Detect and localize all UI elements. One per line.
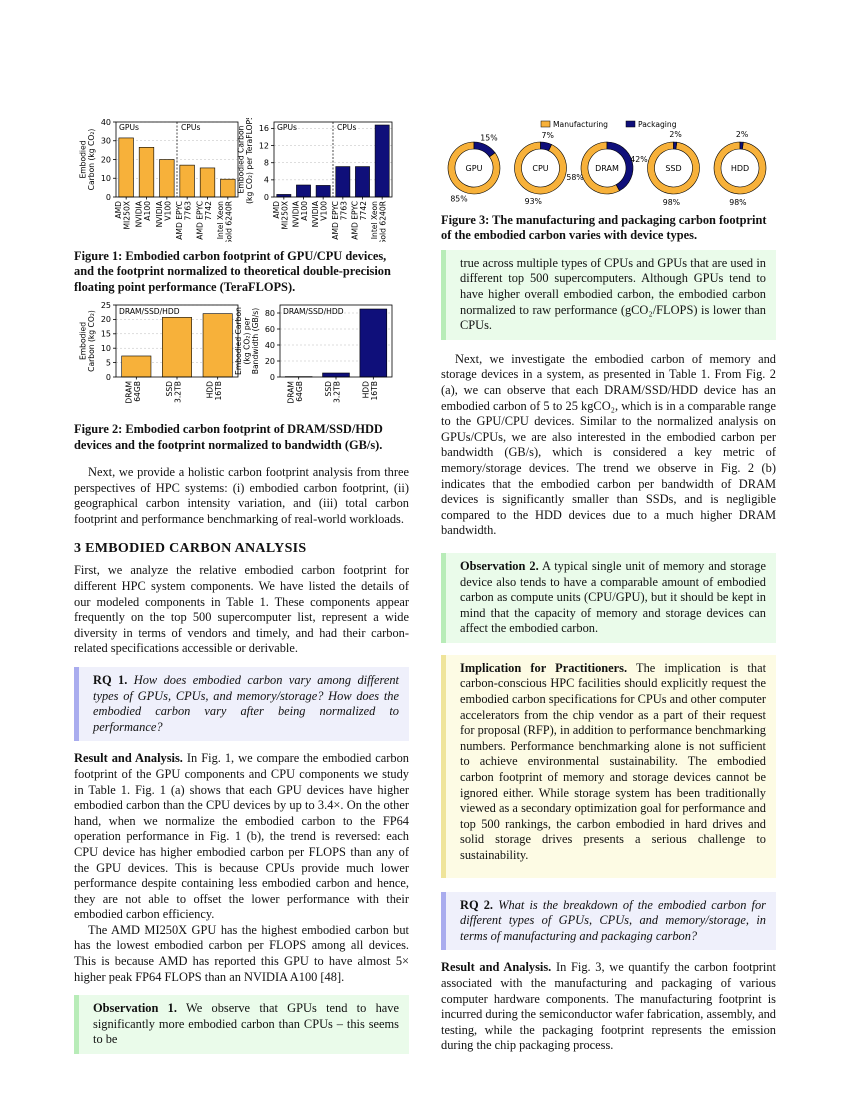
y-tick-label: 30 bbox=[100, 136, 111, 146]
legend-swatch-packaging bbox=[626, 121, 635, 127]
bar bbox=[162, 318, 191, 378]
result-analysis-2-label: Result and Analysis. bbox=[441, 960, 552, 975]
bar bbox=[360, 309, 387, 377]
y-tick-label: 40 bbox=[264, 341, 275, 351]
x-tick-label: 7742 bbox=[204, 201, 213, 221]
x-tick-label: Gold 6240R bbox=[224, 201, 234, 242]
legend-label-packaging: Packaging bbox=[638, 120, 677, 129]
observation-2-box bbox=[441, 553, 776, 643]
x-tick-label: 3.2TB bbox=[332, 381, 342, 404]
group-label-cpu: CPUs bbox=[337, 123, 357, 132]
bar bbox=[139, 147, 154, 197]
intro-paragraph: Next, we provide a holistic carbon footprint analysis from three perspectives of HPC systems: (i) embodied carbon footprint, (ii) geographical carbon intensity variation, and (iii) total carbon footprint and performance benchmarking of real-world workloads. bbox=[74, 465, 409, 526]
x-tick-label: Intel Xeon bbox=[370, 201, 380, 240]
donut-packaging-pct: 2% bbox=[669, 130, 682, 140]
x-tick-label: AMD bbox=[114, 201, 124, 219]
y-axis-label: Embodied bbox=[78, 140, 88, 179]
right-column bbox=[441, 118, 776, 1054]
donut-cpu bbox=[515, 131, 567, 206]
y-tick-label: 12 bbox=[258, 141, 269, 151]
donut-center-label: HDD bbox=[730, 164, 750, 173]
donut-slice-packaging bbox=[674, 142, 677, 149]
observation-2-text: A typical single unit of memory and storage device also tends to have a comparable amount of embodied carbon as compute units (CPU/GPU), but it should be kept in mind that the capacity of memory and storage devices can affect the embodied carbon. bbox=[460, 558, 766, 636]
donut-slice-packaging bbox=[740, 142, 743, 149]
x-tick-label: AMD EPYC bbox=[175, 201, 185, 240]
figure-1 bbox=[74, 118, 409, 242]
result-analysis-2-text: In Fig. 3, we quantify the carbon footprint associated with the manufacturing and packaging of various computer hardware components. The manufacturing footprint is incurred during the semiconductor wafer fabrication, assembly, and testing, while the packaging footprint represents the emission during the chip packaging process. bbox=[441, 960, 776, 1053]
x-tick-label: A100 bbox=[143, 201, 152, 221]
y-axis-label: (kg CO₂) per TeraFLOPS bbox=[245, 118, 254, 204]
y-axis-label: Carbon (kg CO₂) bbox=[87, 128, 96, 191]
y-tick-label: 20 bbox=[100, 155, 111, 165]
x-tick-label: NVIDIA bbox=[311, 201, 321, 228]
bar bbox=[200, 168, 215, 197]
donut-ssd bbox=[648, 130, 700, 207]
x-tick-label: NVIDIA bbox=[134, 201, 144, 228]
y-tick-label: 5 bbox=[105, 358, 111, 368]
y-axis-label: (kg CO₂) per bbox=[242, 317, 252, 365]
donut-manufacturing-pct: 85% bbox=[450, 194, 468, 204]
group-label: DRAM/SSD/HDD bbox=[119, 307, 180, 317]
x-tick-label: AMD EPYC bbox=[350, 201, 360, 240]
x-tick-label: V100 bbox=[163, 201, 173, 221]
y-axis-label: Embodied Carbon bbox=[234, 307, 243, 376]
section-paragraph: First, we analyze the relative embodied carbon footprint for different HPC system components. We have listed the details of our modeled components in Table 1. These components appear frequently on the top 500 supercomputer list, represent a wide diversity in terms of vendors and timely, and had their carbon-related specifications accessible or derivable. bbox=[74, 563, 409, 656]
observation-1-box bbox=[74, 995, 409, 1054]
group-label-gpu: GPUs bbox=[277, 123, 297, 132]
donut-dram bbox=[566, 142, 647, 194]
bar bbox=[296, 185, 310, 197]
y-tick-label: 20 bbox=[264, 357, 275, 367]
donut-gpu bbox=[448, 134, 500, 204]
fig2a-chart bbox=[79, 301, 239, 404]
x-tick-label: NVIDIA bbox=[291, 201, 301, 228]
x-tick-label: 64GB bbox=[295, 381, 305, 402]
x-tick-label: 16TB bbox=[214, 381, 224, 401]
x-tick-label: AMD bbox=[271, 201, 281, 219]
observation-1-text: We observe that GPUs tend to have significantly more embodied carbon than CPUs – this seems to be bbox=[93, 1001, 399, 1047]
y-tick-label: 0 bbox=[269, 373, 275, 383]
bar bbox=[355, 167, 369, 197]
x-tick-label: MI250X bbox=[280, 201, 290, 230]
y-tick-label: 0 bbox=[105, 373, 111, 383]
implication-text: The implication is that carbon-conscious HPC facilities should explicitly request the embodied carbon specifications for CPUs and other computer accelerators from the chip vendor as a part of their request for proposal (RFP), in addition to performance benchmarking numbers. Performance benchmarking alone is not sufficient to achieve environmental sustainability. The embodied carbon footprint of memory and storage devices cannot be ignored either. While storage system has been traditionally viewed as a secondary optimization goal for performance and top 500 rankings, the carbon embodied in hard drives and solid storage drives presents a serious challenge to sustainability. bbox=[460, 660, 767, 862]
y-tick-label: 16 bbox=[258, 124, 269, 134]
x-tick-label: 7742 bbox=[359, 201, 368, 221]
donut-packaging-pct: 42% bbox=[630, 154, 648, 164]
bar bbox=[119, 138, 134, 197]
y-tick-label: 0 bbox=[105, 192, 111, 202]
bar bbox=[160, 160, 175, 198]
result-analysis-text: In Fig. 1, we compare the embodied carbon footprint of the GPU components and CPU components we study in Table 1. Fig. 1 (a) shows that each GPU devices have higher embodied carbon than the CPU devices by up to 3.4×. On the other hand, when we normalize the embodied carbon to the FP64 operation performance in Fig. 1 (b), the trend is reversed: each CPU device has higher embodied carbon per FLOPS than any of the GPU devices. This is because CPUs provide much lower performance despite containing less embodied carbon and hence, they are not able to offset the lower performance with their embodied carbon efficiency. bbox=[74, 751, 409, 922]
x-tick-label: MI250X bbox=[122, 201, 132, 230]
bar bbox=[221, 179, 236, 197]
y-tick-label: 80 bbox=[264, 309, 275, 319]
figure-1-caption: Figure 1: Embodied carbon footprint of GPU/CPU devices, and the footprint normalized to theoretical double-precision floating point performance (TeraFLOPS). bbox=[74, 249, 391, 294]
group-label: DRAM/SSD/HDD bbox=[283, 307, 344, 317]
rq1-text: How does embodied carbon vary among different types of GPUs, CPUs, and memory/storage? How does the embodied carbon vary after being normalized to performance? bbox=[93, 672, 399, 734]
x-tick-label: V100 bbox=[319, 201, 329, 221]
bar bbox=[203, 314, 232, 377]
x-tick-label: 3.2TB bbox=[173, 381, 183, 404]
x-tick-label: AMD EPYC bbox=[330, 201, 340, 240]
legend-swatch-manufacturing bbox=[541, 121, 550, 127]
x-tick-label: DRAM bbox=[124, 381, 134, 404]
y-tick-label: 25 bbox=[100, 301, 111, 311]
bar bbox=[122, 356, 151, 377]
rq1-label: RQ 1. bbox=[93, 672, 128, 687]
y-axis-label: Embodied bbox=[78, 322, 88, 361]
y-tick-label: 0 bbox=[263, 192, 269, 202]
group-label-gpu: GPUs bbox=[119, 123, 139, 132]
mi250x-paragraph: The AMD MI250X GPU has the highest embodied carbon but has the lowest embodied carbon per FLOPS among all devices. This is because AMD has reported this GPU to have almost 5× higher peak FP64 FLOPS than an NVIDIA A100 [48]. bbox=[74, 922, 409, 984]
rq1-box bbox=[74, 667, 409, 741]
donut-center-label: CPU bbox=[532, 164, 549, 173]
donut-packaging-pct: 15% bbox=[480, 133, 498, 143]
donut-hdd bbox=[714, 130, 766, 207]
bar bbox=[316, 185, 330, 197]
x-tick-label: Gold 6240R bbox=[378, 201, 388, 242]
y-tick-label: 20 bbox=[100, 315, 111, 325]
observation-2-label: Observation 2. bbox=[460, 558, 539, 573]
x-tick-label: 64GB bbox=[132, 381, 142, 402]
x-tick-label: AMD EPYC bbox=[195, 201, 205, 240]
memory-storage-paragraph: Next, we investigate the embodied carbon of memory and storage devices in a system, as presented in Table 1. From Fig. 2 (a), we can observe that each DRAM/SSD/HDD device has an embodied carbon of 5 to 25 kgCO₂, which is in a comparable range to the GPU/CPU devices. Similar to the normalized analysis on GPUs/CPUs, we are also interested in the embodied carbon per bandwidth (GB/s), which is considered a key metric of memory/storage devices. The trend we observe in Fig. 2 (b) indicates that the embodied carbon per bandwidth of DRAM devices is significantly smaller than SSDs, and is negligible compared to the HDD devices due to a much higher DRAM bandwidth. bbox=[441, 351, 776, 538]
donut-packaging-pct: 7% bbox=[541, 130, 554, 140]
donut-manufacturing-pct: 98% bbox=[662, 197, 681, 207]
y-axis-label: Bandwidth (GB/s) bbox=[251, 308, 260, 375]
rq2-label: RQ 2. bbox=[460, 897, 494, 912]
x-tick-label: SSD bbox=[165, 381, 174, 397]
bar bbox=[323, 373, 350, 377]
x-tick-label: A100 bbox=[300, 201, 309, 221]
bar bbox=[180, 165, 195, 197]
y-axis-label: Embodied Carbon bbox=[236, 125, 246, 194]
fig1a-chart bbox=[79, 118, 239, 242]
left-column bbox=[74, 118, 409, 1054]
x-tick-label: HDD bbox=[205, 381, 215, 399]
donut-center-label: DRAM bbox=[595, 164, 619, 173]
donut-center-label: SSD bbox=[665, 164, 682, 173]
y-tick-label: 4 bbox=[263, 175, 269, 185]
x-tick-label: 7763 bbox=[183, 201, 193, 221]
rq2-box bbox=[441, 892, 776, 951]
legend-label-manufacturing: Manufacturing bbox=[553, 120, 608, 129]
implication-label: Implication for Practitioners. bbox=[460, 660, 628, 675]
donut-manufacturing-pct: 98% bbox=[729, 197, 747, 207]
observation-1-continued-text: true across multiple types of CPUs and GPUs that are used in different top 500 supercomputers. Although GPUs tend to have higher overall embodied carbon, the embodied carbon normalized to raw performance (gCO₂/FLOPS) is lower than CPUs. bbox=[460, 255, 766, 333]
figure-2-caption: Figure 2: Embodied carbon footprint of DRAM/SSD/HDD devices and the footprint normalized to bandwidth (GB/s). bbox=[74, 422, 383, 452]
x-tick-label: SSD bbox=[324, 381, 333, 397]
fig3-legend bbox=[541, 120, 677, 129]
y-axis-label: Carbon (kg CO₂) bbox=[87, 310, 96, 373]
figure-2 bbox=[74, 301, 409, 413]
figure-3-caption: Figure 3: The manufacturing and packaging carbon footprint of the embodied carbon varies with device types. bbox=[441, 213, 767, 243]
x-tick-label: HDD bbox=[361, 381, 371, 399]
observation-1-label: Observation 1. bbox=[93, 1001, 177, 1016]
fig2b-chart bbox=[234, 305, 392, 404]
result-analysis-label: Result and Analysis. bbox=[74, 751, 183, 766]
x-tick-label: Intel Xeon bbox=[215, 201, 225, 240]
x-tick-label: DRAM bbox=[286, 381, 296, 404]
group-label-cpu: CPUs bbox=[181, 123, 201, 132]
figure-3 bbox=[441, 118, 776, 208]
observation-1-continued-box bbox=[441, 250, 776, 340]
donut-center-label: GPU bbox=[465, 164, 483, 173]
y-tick-label: 60 bbox=[264, 325, 275, 335]
x-tick-label: NVIDIA bbox=[154, 201, 164, 228]
x-tick-label: 16TB bbox=[369, 381, 379, 401]
y-tick-label: 8 bbox=[263, 158, 269, 168]
donut-manufacturing-pct: 58% bbox=[566, 173, 584, 183]
fig1b-chart bbox=[237, 118, 393, 242]
rq2-text: What is the breakdown of the embodied carbon for different types of GPUs, CPUs, and memory/storage, in terms of manufacturing and packaging carbon? bbox=[460, 897, 766, 943]
section-heading: 3 EMBODIED CARBON ANALYSIS bbox=[74, 541, 307, 557]
y-tick-label: 10 bbox=[100, 344, 111, 354]
donut-slice-packaging bbox=[474, 142, 495, 157]
implication-box bbox=[441, 655, 776, 878]
bar bbox=[336, 167, 350, 197]
y-tick-label: 40 bbox=[100, 118, 111, 127]
x-tick-label: 7763 bbox=[339, 201, 349, 221]
y-tick-label: 10 bbox=[100, 174, 111, 184]
donut-packaging-pct: 2% bbox=[735, 130, 749, 140]
donut-manufacturing-pct: 93% bbox=[524, 197, 542, 207]
y-tick-label: 15 bbox=[100, 329, 111, 339]
bar bbox=[375, 125, 389, 197]
